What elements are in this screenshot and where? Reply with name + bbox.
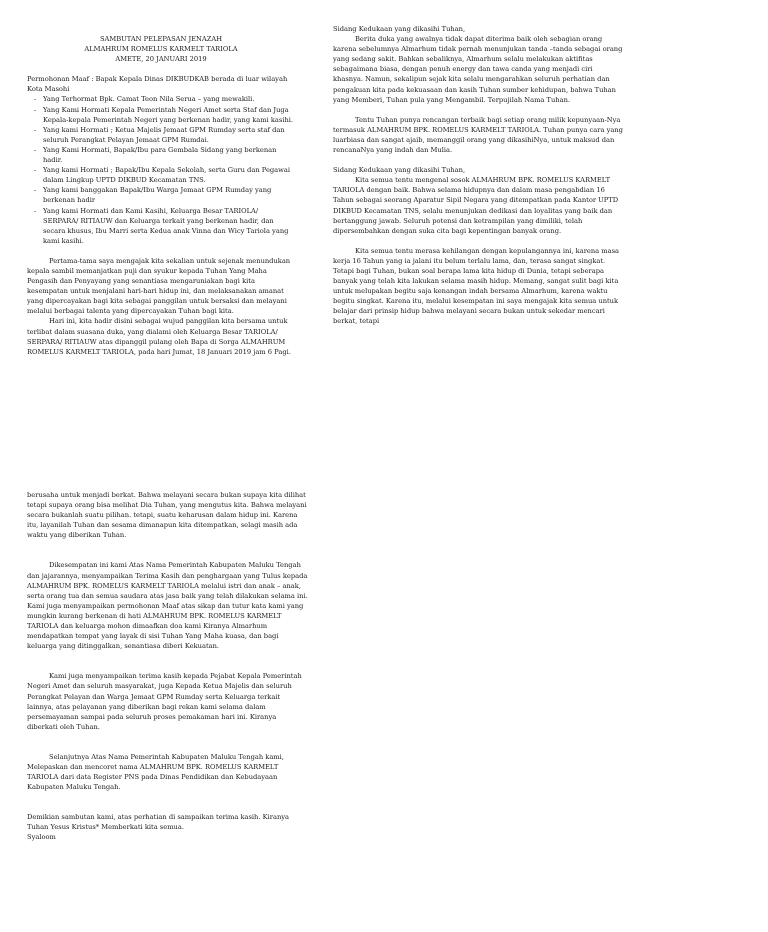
document-title-line-3: AMETE, 20 JANUARI 2019: [115, 55, 207, 64]
left-column: [27, 34, 295, 357]
greeting-list: [27, 94, 295, 245]
list-item: - Yang Kami Hormati Kepala Pemerintah Negeri Amet serta Staf dan Juga Kepala-kepala Pemerintah Negeri yang berkenan hadir, yang kami kasihi.: [33, 105, 294, 124]
closing-word: Syaloom: [27, 833, 56, 842]
right-column: [333, 24, 623, 327]
body-paragraph: Pertama-tama saya mengajak kita sekalian untuk sejenak menundukan kepala sambil memanjatkan puji dan syukur kepada Tuhan Yang Maha Pengasih dan Penyayang yang senantiasa mengaruniakan bagi kita kesempatan untuk menjalani hari-hari hidup ini, dan melaksanakan amanat yang dipercayakan bagi kita sebagai panggilan untuk bersaksi dan melayani melalui berbagai talenta yang dipercayakan Tuhan bagi kita.: [27, 256, 291, 316]
list-item: - Yang kami Hormati dan Kami Kasihi, Keluarga Besar TARIOLA/ SERPARA/ RITIAUW dan Keluarga terkait yang berkenan hadir, dan secara khusus, Ibu Marri serta Kedua anak Vinna dan Wicy Tariola yang kami kasihi.: [33, 206, 289, 245]
body-paragraph: Kita semua tentu merasa kehilangan dengan kepulangannya ini, karena masa kerja 16 Tahun yang ia jalani itu belum terlalu lama, dan, terasa sangat singkat. Tetapi bagi Tuhan, bukan soal berapa lama kita hidup di Dunia, tetapi seberapa banyak yang telah kita lakukan selama masih hidup. Memang, sangat sulit bagi kita untuk melupakan begitu saja kenangan indah bersama Almarhum, karena waktu begitu singkat. Karena itu, melalui kesempatan ini saya mengajak kita semua untuk belajar dari prinsip hidup bahwa melayani secara bukan untuk sekedar mencari berkat, tetapi: [333, 246, 620, 326]
salutation: Permohonan Maaf : Bapak Kepala Dinas DIKBUDKAB berada di luar wilayah Kota Masohi: [27, 75, 288, 94]
section-heading: Sidang Kedukaan yang dikasihi Tuhan,: [333, 25, 466, 33]
document-title-line-1: SAMBUTAN PELEPASAN JENAZAH: [99, 35, 223, 43]
body-paragraph: Kami juga menyampaikan terima kasih kepada Pejabat Kepala Pemerintah Negeri Amet dan seluruh masyarakat, juga Kepada Ketua Majelis dan seluruh Perangkat Pelayan dan Warga Jemaat GPM Rumday serta Keluarga terkait lainnya, atas pelayanan yang diberikan bagi rekan kami selama dalam persemayaman sampai pada seluruh proses pemakaman hari ini. Kiranya diberkati oleh Tuhan.: [27, 672, 302, 731]
list-item: - Yang kami Hormati ; Bapak/Ibu Kepala Sekolah, serta Guru dan Pegawai dalam Lingkup UPTD DIKBUD Kecamatan TNS.: [33, 166, 291, 185]
body-paragraph: berusaha untuk menjadi berkat. Bahwa melayani secara bukan supaya kita dilihat tetapi supaya orang bisa melihat Dia Tuhan, yang mengutus kita. Bahwa melayani secara bukanlah suatu pilihan. tetapi, suatu keharusan dalam hidup ini. Karena itu, layanilah Tuhan dan sesama dimanapun kita ditempatkan, selagi masih ada waktu yang diberikan Tuhan.: [27, 491, 307, 540]
body-paragraph: Berita duka yang awalnya tidak dapat diterima baik oleh sebagian orang karena sebelumnya Almarhum tidak pernah menunjukan tanda –tanda sebagai orang yang sedang sakit. Bahkan sebaliknya, Almarhum selalu melakukan aktifitas sebagaimana biasa, dengan penuh energy dan tawa canda yang menjadi ciri khasnya. Namun, sekalipun sejak kita selalu mengarahkan seluruh perhatian dan pengakuan kita pada kekuasaan dan kasih Tuhan sumber kehidupan, bahwa Tuhan yang Memberi, Tuhan pula yang Mengambil. Terpujilah Nama Tuhan.: [333, 35, 623, 104]
list-item: - Yang kami banggakan Bapak/Ibu Warga Jemaat GPM Rumday yang berkenan hadir: [33, 186, 272, 205]
body-paragraph: Kita semua tentu mengenal sosok ALMAHRUM BPK. ROMELUS KARMELT TARIOLA dengan baik. Bahwa selama hidupnya dan dalam masa pengabdian 16 Tahun sebagai seorang Aparatur Sipil Negara yang ditempatkan pada Kantor UPTD DIKBUD Kecamatan TNS, selalu menunjukan dedikasi dan loyalitas yang baik dan bertanggung jawab. Seluruh potensi dan ketrampilan yang dimiliki, telah dipersembahkan dengan suka cita bagi kepentingan banyak orang.: [333, 176, 619, 235]
section-heading: Sidang Kedukaan yang dikasihi Tuhan,: [333, 166, 466, 175]
list-item: - Yang Kami Hormati, Bapak/Ibu para Gembala Sidang yang berkenan hadir.: [33, 145, 277, 165]
body-paragraph: Tentu Tuhan punya rencangan terbaik bagi setiap orang milik kepunyaan-Nya termasuk ALMAHRUM BPK. ROMELUS KARMELT TARIOLA. Tuhan punya cara yang luarbiasa dan sangat ajaib, memanggil orang yang dikasihiNya, untuk maksud dan rencanaNya yang indah dan Mulia.: [333, 115, 623, 155]
list-item: - Yang kami Hormati ; Ketua Majelis Jemaat GPM Rumday serta staf dan seluruh Perangkat Pelayan Jemaat GPM Rumdai.: [33, 125, 285, 144]
continuation-column: [27, 490, 309, 843]
body-paragraph: Selanjutnya Atas Nama Pemerintah Kabupaten Maluku Tengah kami, Melepaskan dan mencoret nama ALMAHRUM BPK. ROMELUS KARMELT TARIOLA dari data Register PNS pada Dinas Pendidikan dan Kebudayaan Kabupaten Maluku Tengah.: [27, 752, 284, 792]
body-paragraph: Dikesempatan ini kami Atas Nama Pemerintah Kabupaten Maluku Tengah dan jajarannya, menyampaikan Terima Kasih dan penghargaan yang Tulus kepada ALMAHRUM BPK. ROMELUS KARMELT TARIOLA melalui istri dan anak – anak, serta orang tua dan semua saudara atas jasa baik yang telah dilakukan selama ini. Kami juga menyampaikan permohonan Maaf atas sikap dan tutur kata kami yang mungkin kurang berkenan di hati ALMAHRUM BPK. ROMELUS KARMELT TARIOLA dan keluarga mohon dimaafkan doa kami Kiranya Almarhum mendapatkan tempat yang layak di sisi Tuhan Yang Maha kuasa, dan bagi keluarga yang ditinggalkan, senantiasa diberi Kekuatan.: [27, 561, 308, 651]
list-item: - Yang Terhormat Bpk. Camat Teon Nila Serua – yang mewakili.: [33, 95, 255, 104]
closing-paragraph: Demikian sambutan kami, atas perhatian di sampaikan terima kasih. Kiranya Tuhan Yesus Kristus* Memberkati kita semua.: [27, 813, 290, 832]
document-title-line-2: ALMAHRUM ROMELUS KARMELT TARIOLA: [84, 45, 238, 54]
body-paragraph: Hari ini, kita hadir disini sebagai wujud panggilan kita bersama untuk terlibat dalam suasana duka, yang dialami oleh Keluarga Besar TARIOLA/ SERPARA/ RITIAUW atas dipanggil pulang oleh Bapa di Sorga ALMAHRUM ROMELUS KARMELT TARIOLA, pada hari Jumat, 18 Januari 2019 jam 6 Pagi.: [27, 317, 291, 356]
